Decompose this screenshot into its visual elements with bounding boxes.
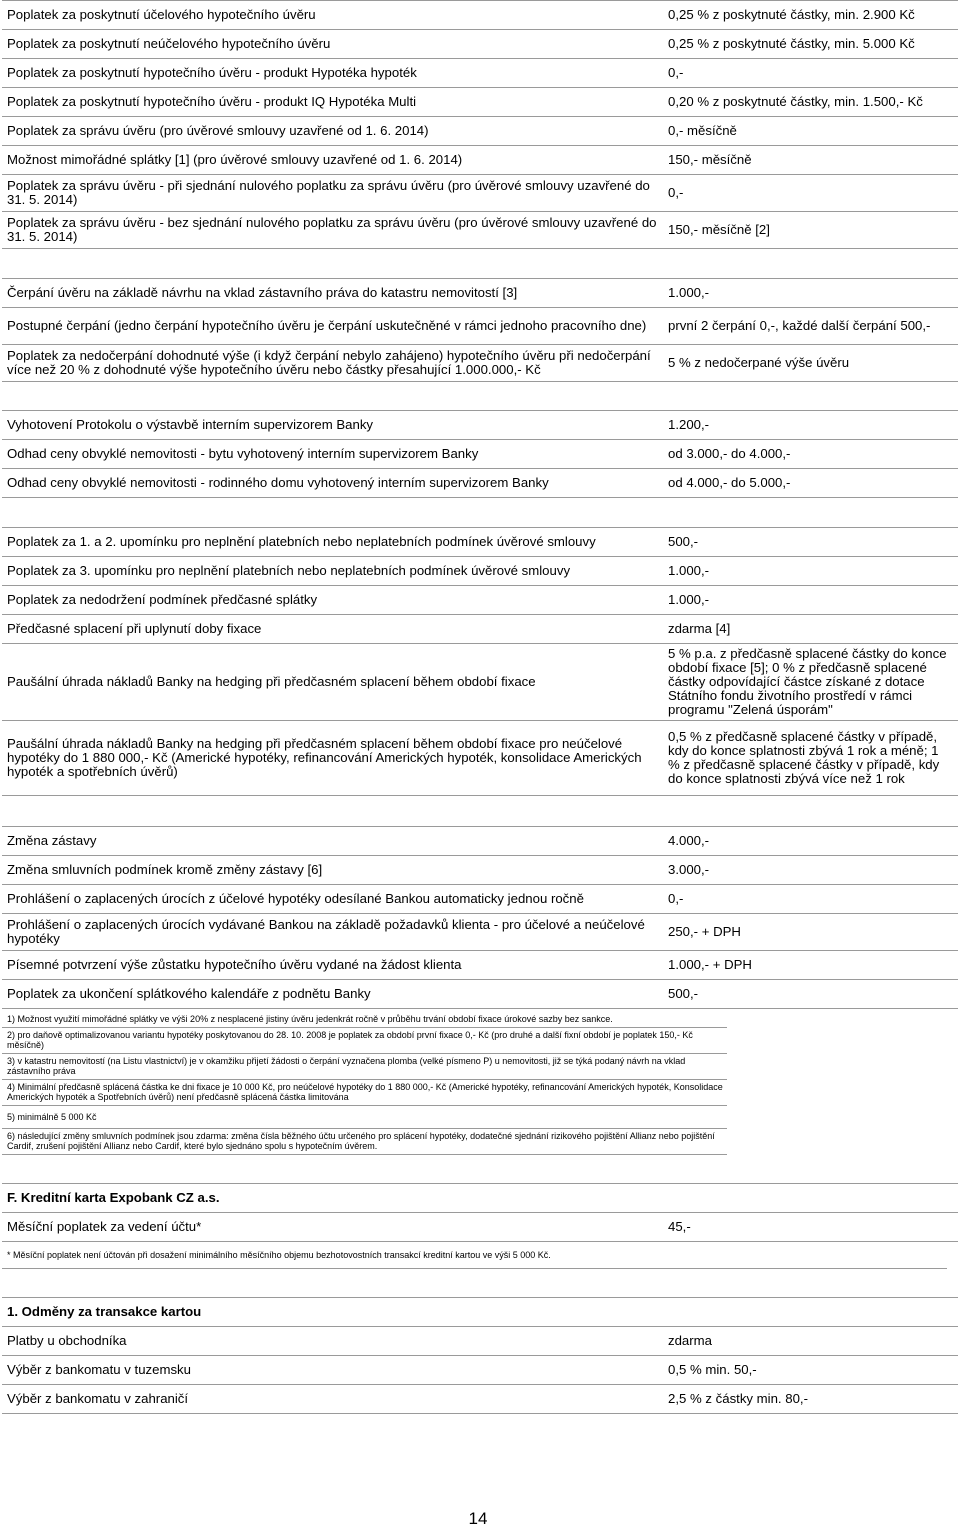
table-row xyxy=(2,308,958,345)
table-row xyxy=(2,856,958,885)
price-list-page xyxy=(2,0,958,1414)
section-heading xyxy=(2,1184,958,1213)
row-value: 150,- měsíčně xyxy=(663,146,958,175)
row-value: 0,- xyxy=(663,59,958,88)
footnote: 5) minimálně 5 000 Kč xyxy=(2,1106,727,1129)
transactions-title: 1. Odměny za transakce kartou xyxy=(2,1298,958,1327)
table-row xyxy=(2,212,958,249)
table-row xyxy=(2,721,958,796)
row-label: Poplatek za poskytnutí hypotečního úvěru - produkt IQ Hypotéka Multi xyxy=(2,88,663,117)
row-value: 1.000,- xyxy=(663,557,958,586)
footnotes xyxy=(2,1012,958,1155)
row-label: Poplatek za nedodržení podmínek předčasné splátky xyxy=(2,586,663,615)
footnote: 2) pro daňově optimalizovanou variantu hypotéky poskytovanou do 28. 10. 2008 je poplatek za období první fixace 0,- Kč (pro druhé a další fixní období je poplatek 150,- Kč měsíčně) xyxy=(2,1028,727,1054)
row-label: Poplatek za nedočerpání dohodnuté výše (i když čerpání nebylo zahájeno) hypotečního úvěru při nedočerpání více než 20 % z dohodnuté výše hypotečního úvěru nebo částky přesahující 1.000.000,- Kč xyxy=(2,345,663,382)
row-value: 3.000,- xyxy=(663,856,958,885)
row-value: 1.000,- xyxy=(663,279,958,308)
row-value: 0,- xyxy=(663,175,958,212)
table-row xyxy=(2,885,958,914)
card-transactions-table xyxy=(2,1297,958,1414)
footnote: 6) následující změny smluvních podmínek jsou zdarma: změna čísla běžného účtu určeného pro splácení hypotéky, dodatečné sjednání rizikového pojištění Allianz nebo pojištění Cardif, zrušení pojištění Allianz nebo Cardif, které bylo sjednáno spolu s hypotečním úvěrem. xyxy=(2,1129,727,1155)
row-label: Výběr z bankomatu v tuzemsku xyxy=(2,1356,663,1385)
row-label: Vyhotovení Protokolu o výstavbě interním supervizorem Banky xyxy=(2,411,663,440)
row-value: 1.200,- xyxy=(663,411,958,440)
row-value: 5 % p.a. z předčasně splacené částky do konce období fixace [5]; 0 % z předčasně splacené částky odpovídající částce získané z dotace Státního fondu životního prostředí v rámci programu "Zelená úsporám" xyxy=(663,644,958,721)
row-value: 1.000,- xyxy=(663,586,958,615)
table-row xyxy=(2,644,958,721)
row-value: 0,- měsíčně xyxy=(663,117,958,146)
row-label: Poplatek za správu úvěru - bez sjednání nulového poplatku za správu úvěru (pro úvěrové smlouvy uzavřené do 31. 5. 2014) xyxy=(2,212,663,249)
row-label: Poplatek za správu úvěru - při sjednání nulového poplatku za správu úvěru (pro úvěrové smlouvy uzavřené do 31. 5. 2014) xyxy=(2,175,663,212)
table-row xyxy=(2,951,958,980)
row-value: 4.000,- xyxy=(663,827,958,856)
table-row xyxy=(2,615,958,644)
row-label: Poplatek za poskytnutí účelového hypotečního úvěru xyxy=(2,1,663,30)
table-row xyxy=(2,1213,958,1242)
row-label: Možnost mimořádné splátky [1] (pro úvěrové smlouvy uzavřené od 1. 6. 2014) xyxy=(2,146,663,175)
row-value: od 4.000,- do 5.000,- xyxy=(663,469,958,498)
row-label: Prohlášení o zaplacených úrocích vydávané Bankou na základě požadavků klienta - pro účelové a neúčelové hypotéky xyxy=(2,914,663,951)
row-value: první 2 čerpání 0,-, každé další čerpání 500,- xyxy=(663,308,958,345)
row-value: 0,20 % z poskytnuté částky, min. 1.500,- Kč xyxy=(663,88,958,117)
table-row xyxy=(2,279,958,308)
table-row xyxy=(2,469,958,498)
row-label: Platby u obchodníka xyxy=(2,1327,663,1356)
footnote: 3) v katastru nemovitostí (na Listu vlastnictví) je v okamžiku přijetí žádosti o čerpání vyznačena plomba (velké písmeno P) u nemovitosti, již se týká podaný návrh na vklad zástavního práva xyxy=(2,1054,727,1080)
row-value: 250,- + DPH xyxy=(663,914,958,951)
row-value: 0,25 % z poskytnuté částky, min. 2.900 Kč xyxy=(663,1,958,30)
row-value: 500,- xyxy=(663,980,958,1009)
table-row xyxy=(2,175,958,212)
table-row xyxy=(2,88,958,117)
row-label: Předčasné splacení při uplynutí doby fixace xyxy=(2,615,663,644)
row-label: Změna zástavy xyxy=(2,827,663,856)
row-label: Poplatek za ukončení splátkového kalendáře z podnětu Banky xyxy=(2,980,663,1009)
row-value: 0,5 % z předčasně splacené částky v případě, kdy do konce splatnosti zbývá 1 rok a méně; 1 % z předčasně splacené částky v případě, kdy do konce splatnosti zbývá více než 1 rok xyxy=(663,721,958,796)
table-row xyxy=(2,117,958,146)
contract-change-fees-table xyxy=(2,826,958,1009)
table-row xyxy=(2,440,958,469)
row-label: Písemné potvrzení výše zůstatku hypotečního úvěru vydané na žádost klienta xyxy=(2,951,663,980)
row-label: Poplatek za správu úvěru (pro úvěrové smlouvy uzavřené od 1. 6. 2014) xyxy=(2,117,663,146)
row-label: Poplatek za poskytnutí hypotečního úvěru - produkt Hypotéka hypoték xyxy=(2,59,663,88)
table-row xyxy=(2,146,958,175)
credit-card-note: * Měsíční poplatek není účtován při dosažení minimálního měsíčního objemu bezhotovostních transakcí kreditní kartou ve výši 5 000 Kč. xyxy=(2,1242,947,1269)
valuation-fees-table xyxy=(2,410,958,498)
row-value: od 3.000,- do 4.000,- xyxy=(663,440,958,469)
table-row xyxy=(2,528,958,557)
row-label: Prohlášení o zaplacených úrocích z účelové hypotéky odesílané Bankou automaticky jednou ročně xyxy=(2,885,663,914)
table-row xyxy=(2,59,958,88)
row-value: 45,- xyxy=(663,1213,958,1242)
table-row xyxy=(2,557,958,586)
table-row xyxy=(2,411,958,440)
page-number: 14 xyxy=(468,1509,488,1528)
row-value: 500,- xyxy=(663,528,958,557)
drawdown-fees-table xyxy=(2,278,958,382)
reminder-prepayment-table xyxy=(2,527,958,796)
row-value: zdarma [4] xyxy=(663,615,958,644)
row-label: Odhad ceny obvyklé nemovitosti - rodinného domu vyhotovený interním supervizorem Banky xyxy=(2,469,663,498)
table-row xyxy=(2,1385,958,1414)
row-value: 0,- xyxy=(663,885,958,914)
row-value: 150,- měsíčně [2] xyxy=(663,212,958,249)
row-value: 1.000,- + DPH xyxy=(663,951,958,980)
table-row xyxy=(2,586,958,615)
credit-card-title: F. Kreditní karta Expobank CZ a.s. xyxy=(2,1184,958,1213)
row-label: Paušální úhrada nákladů Banky na hedging při předčasném splacení během období fixace pro neúčelové hypotéky do 1 880 000,- Kč (Americké hypotéky, refinancování Amerických hypoték, konsolidace Amerických hypoték a spotřebních úvěrů) xyxy=(2,721,663,796)
table-row xyxy=(2,914,958,951)
table-row xyxy=(2,980,958,1009)
footnote: 4) Minimální předčasně splácená částka ke dni fixace je 10 000 Kč, pro neúčelové hypotéky do 1 880 000,- Kč (Americké hypotéky, refinancování Amerických hypoték, Konsolidace Amerických hypoték a Spotřebních úvěrů) není předčasně splácená částka limitována xyxy=(2,1080,727,1106)
row-label: Čerpání úvěru na základě návrhu na vklad zástavního práva do katastru nemovitostí [3] xyxy=(2,279,663,308)
row-label: Poplatek za poskytnutí neúčelového hypotečního úvěru xyxy=(2,30,663,59)
row-label: Poplatek za 1. a 2. upomínku pro neplnění platebních nebo neplatebních podmínek úvěrové smlouvy xyxy=(2,528,663,557)
row-value: 5 % z nedočerpané výše úvěru xyxy=(663,345,958,382)
row-label: Odhad ceny obvyklé nemovitosti - bytu vyhotovený interním supervizorem Banky xyxy=(2,440,663,469)
table-row xyxy=(2,345,958,382)
table-row xyxy=(2,30,958,59)
row-label: Paušální úhrada nákladů Banky na hedging při předčasném splacení během období fixace xyxy=(2,644,663,721)
table-row xyxy=(2,1356,958,1385)
row-value: zdarma xyxy=(663,1327,958,1356)
row-label: Poplatek za 3. upomínku pro neplnění platebních nebo neplatebních podmínek úvěrové smlouvy xyxy=(2,557,663,586)
credit-card-table xyxy=(2,1183,958,1242)
row-label: Změna smluvních podmínek kromě změny zástavy [6] xyxy=(2,856,663,885)
table-row xyxy=(2,1,958,30)
footnote: 1) Možnost využití mimořádné splátky ve výši 20% z nesplacené jistiny úvěru jedenkrát ročně v průběhu trvání období fixace úrokové sazby bez sankce. xyxy=(2,1012,727,1028)
table-row xyxy=(2,1327,958,1356)
row-value: 2,5 % z částky min. 80,- xyxy=(663,1385,958,1414)
section-heading xyxy=(2,1298,958,1327)
row-value: 0,25 % z poskytnuté částky, min. 5.000 Kč xyxy=(663,30,958,59)
loan-fees-table xyxy=(2,0,958,249)
row-label: Výběr z bankomatu v zahraničí xyxy=(2,1385,663,1414)
row-label: Postupné čerpání (jedno čerpání hypotečního úvěru je čerpání uskutečněné v rámci jednoho pracovního dne) xyxy=(2,308,663,345)
row-label: Měsíční poplatek za vedení účtu* xyxy=(2,1213,663,1242)
table-row xyxy=(2,827,958,856)
row-value: 0,5 % min. 50,- xyxy=(663,1356,958,1385)
